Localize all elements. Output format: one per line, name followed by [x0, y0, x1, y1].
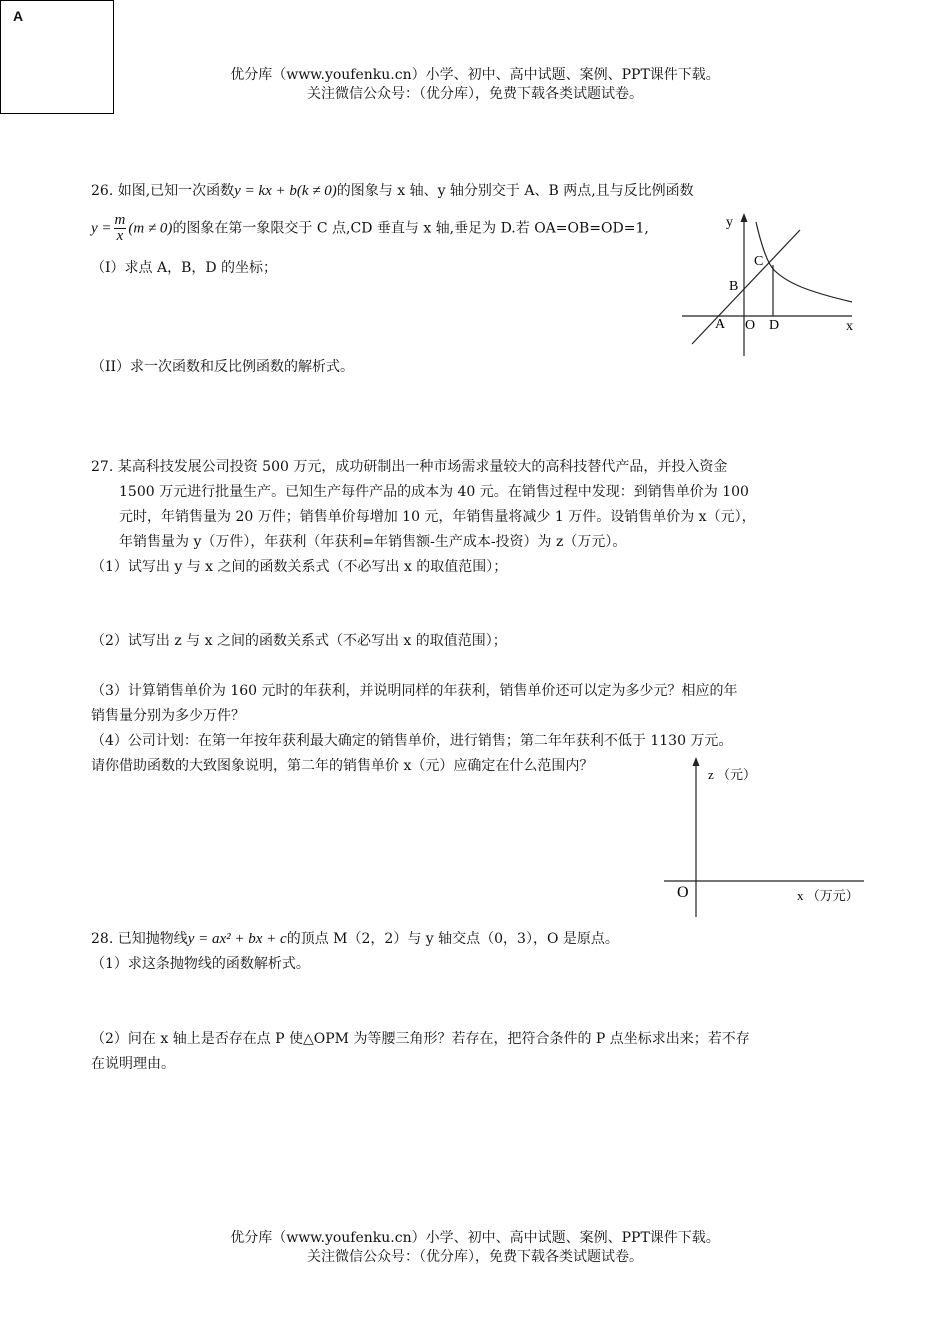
q26-linear-equation: y = kx + b(k ≠ 0)	[234, 183, 337, 199]
q26-line2	[91, 213, 649, 244]
q26-eq2-denominator: x	[116, 228, 124, 244]
q26-intro	[91, 179, 694, 204]
q28-intro	[91, 927, 619, 952]
q26-label-o: O	[745, 318, 756, 333]
q27-part1: （1）试写出 y 与 x 之间的函数关系式（不必写出 x 的取值范围）；	[91, 559, 508, 575]
header-line-2: 关注微信公众号：（优分库），免费下载各类试题试卷。	[307, 86, 643, 102]
q28-intro-pre: 28. 已知抛物线	[91, 931, 188, 947]
q26-line2-post: 的图象在第一象限交于 C 点,CD 垂直与 x 轴,垂足为 D.若 OA=OB=OD=1,	[172, 220, 649, 237]
q27-part3-line1: （3）计算销售单价为 160 元时的年获利，并说明同样的年获利，销售单价还可以定为多少元？相应的年	[91, 683, 738, 699]
q26-eq2-numerator: m	[114, 212, 126, 228]
q26-eq2-condition: (m ≠ 0)	[128, 220, 173, 237]
q27-line1: 27. 某高科技发展公司投资 500 万元，成功研制出一种市场需求量较大的高科技替代产品，并投入资金	[91, 459, 728, 475]
q26-part1: （I）求点 A，B，D 的坐标；	[91, 260, 278, 276]
q28-parabola-equation: y = ax² + bx + c	[187, 931, 287, 947]
q28-part2-line2: 在说明理由。	[91, 1056, 175, 1072]
footer-line-2: 关注微信公众号：（优分库），免费下载各类试题试卷。	[307, 1249, 643, 1265]
q26-label-b: B	[729, 279, 739, 294]
q26-y-arrow	[741, 213, 748, 222]
q26-intro-pre: 26. 如图,已知一次函数	[91, 183, 235, 199]
q27-part4-line1: （4）公司计划：在第一年按年获利最大确定的销售单价，进行销售；第二年年获利不低于 1130 万元。	[91, 733, 733, 749]
q26-label-y: y	[726, 215, 733, 230]
q26-label-d: D	[769, 318, 780, 333]
corner-label: A	[13, 8, 24, 24]
q27-label-z: z （元）	[708, 767, 757, 782]
q26-label-a: A	[715, 317, 726, 332]
q28-intro-post: 的顶点 M（2，2）与 y 轴交点（0，3），O 是原点。	[286, 931, 619, 947]
q27-part4-line2: 请你借助函数的大致图象说明，第二年的销售单价 x（元）应确定在什么范围内？	[91, 758, 594, 774]
q27-line2: 1500 万元进行批量生产。已知生产每件产品的成本为 40 元。在销售过程中发现：到销售单价为 100	[119, 484, 749, 500]
q27-line3: 元时，年销售量为 20 万件；销售单价每增加 10 元，年销售量将减少 1 万件。设销售单价为 x（元），	[119, 509, 756, 525]
q26-eq2-fraction	[114, 213, 127, 244]
q28-part2-line1: （2）问在 x 轴上是否存在点 P 使△OPM 为等腰三角形？若存在，把符合条件的 P 点坐标求出来；若不存	[91, 1031, 750, 1047]
q27-part3-line2: 销售量分别为多少万件？	[91, 708, 245, 724]
q26-figure	[670, 208, 870, 368]
q26-intro-post: 的图象与 x 轴、y 轴分别交于 A、B 两点,且与反比例函数	[336, 183, 694, 199]
footer-line-1: 优分库（www.youfenku.cn）小学、初中、高中试题、案例、PPT课件下载。	[230, 1230, 720, 1246]
q27-z-arrow	[693, 757, 700, 766]
q26-label-c: C	[754, 254, 764, 269]
q26-eq2-lhs: y =	[91, 220, 112, 237]
q27-part2: （2）试写出 z 与 x 之间的函数关系式（不必写出 x 的取值范围）；	[91, 633, 507, 649]
q27-label-x: x （万元）	[797, 888, 859, 903]
q28-part1: （1）求这条抛物线的函数解析式。	[91, 956, 310, 972]
q27-label-o: O	[677, 884, 689, 901]
q26-part2: （II）求一次函数和反比例函数的解析式。	[91, 359, 355, 375]
q26-label-x: x	[846, 319, 853, 334]
header-line-1: 优分库（www.youfenku.cn）小学、初中、高中试题、案例、PPT课件下载。	[230, 67, 720, 83]
q27-figure	[660, 755, 870, 925]
q27-line4: 年销售量为 y（万件），年获利（年获利=年销售额-生产成本-投资）为 z（万元）。	[119, 534, 627, 550]
